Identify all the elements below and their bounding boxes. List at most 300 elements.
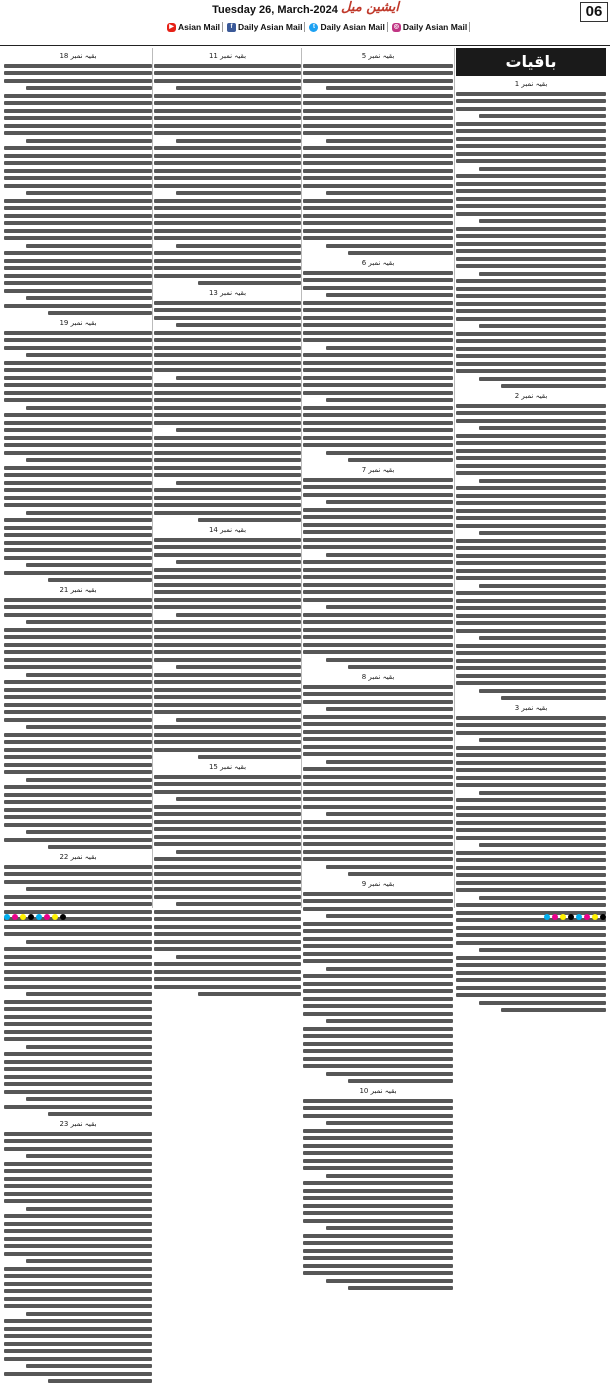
text-line [303,1004,453,1008]
text-line [154,236,301,240]
text-line [456,903,606,907]
text-line [154,790,301,794]
registration-dot [568,914,574,920]
text-line [303,1144,453,1148]
text-line [4,1334,152,1338]
text-line [348,251,453,255]
text-line [176,850,301,854]
column-4 [456,48,606,908]
text-line [303,613,453,617]
text-line [154,101,301,105]
text-line [26,191,152,195]
text-line [303,583,453,587]
text-line [154,985,301,989]
text-line [26,353,152,357]
text-line [326,191,454,195]
text-line [479,531,607,535]
text-line [326,707,454,711]
text-line [4,962,152,966]
text-line [456,761,606,765]
social-instagram[interactable] [390,22,470,32]
text-line [456,227,606,231]
text-line [456,681,606,685]
text-line [154,842,301,846]
text-line [154,553,301,557]
text-line [303,1064,453,1068]
text-line [456,242,606,246]
text-line [456,234,606,238]
text-line [4,838,152,842]
text-line [4,199,152,203]
text-line [4,977,152,981]
text-line [456,993,606,997]
text-line [4,376,152,380]
text-line [303,782,453,786]
text-line [456,294,606,298]
text-line [154,266,301,270]
text-line [4,116,152,120]
text-line [303,101,453,105]
registration-dot [576,914,582,920]
text-line [176,428,301,432]
text-line [154,857,301,861]
text-line [326,658,454,662]
text-line [303,974,453,978]
text-line [456,449,606,453]
text-line [479,584,607,588]
text-line [4,331,152,335]
text-line [303,428,453,432]
text-line [303,308,453,312]
text-line [4,368,152,372]
text-line [154,628,301,632]
text-line [456,866,606,870]
text-line [303,79,453,83]
text-line [479,791,607,795]
text-line [479,479,607,483]
text-line [326,812,454,816]
text-line [154,176,301,180]
text-line [4,1090,152,1094]
text-line [4,1282,152,1286]
text-line [456,204,606,208]
print-registration-bar [0,912,610,922]
text-line [154,154,301,158]
text-line [154,316,301,320]
text-line [4,221,152,225]
text-line [154,511,301,515]
text-line [4,1052,152,1056]
text-line [4,1237,152,1241]
text-line [154,880,301,884]
text-line [4,947,152,951]
text-line [154,590,301,594]
text-line [154,229,301,233]
text-line [303,685,453,689]
text-line [4,955,152,959]
text-line [4,206,152,210]
text-line [26,620,152,624]
text-line [303,1034,453,1038]
text-line [456,971,606,975]
text-line [48,311,152,315]
text-line [154,94,301,98]
text-line [303,842,453,846]
newspaper-logo: ایشین میل [341,0,399,15]
text-line [154,124,301,128]
text-line [326,293,454,297]
text-line [48,1112,152,1116]
text-line [456,933,606,937]
text-line [303,353,453,357]
text-line [154,748,301,752]
continuation-heading: بقیہ نمبر 10 [359,1087,397,1095]
text-line [456,99,606,103]
text-line [154,79,301,83]
continuation-heading: بقیہ نمبر 1 [514,80,548,88]
text-line [303,1106,453,1110]
text-line [4,1222,152,1226]
text-line [501,696,606,700]
text-line [303,1012,453,1016]
column-1 [4,48,152,1128]
text-line [4,688,152,692]
text-line [154,353,301,357]
text-line [456,554,606,558]
text-line [4,770,152,774]
text-line [4,1327,152,1331]
text-line [154,413,301,417]
continuation-heading: بقیہ نمبر 8 [361,673,395,681]
social-facebook[interactable] [225,22,305,32]
text-line [154,274,301,278]
text-line [303,229,453,233]
text-line [154,259,301,263]
text-line [4,1349,152,1353]
text-line [303,301,453,305]
registration-dot [592,914,598,920]
text-line [26,244,152,248]
text-line [456,174,606,178]
text-line [4,541,152,545]
text-line [456,419,606,423]
registration-dot [52,914,58,920]
text-line [479,896,607,900]
text-line [4,266,152,270]
text-line [26,1154,152,1158]
text-line [4,436,152,440]
registration-dot [560,914,566,920]
text-line [4,932,152,936]
text-line [303,331,453,335]
text-line [176,86,301,90]
text-line [4,259,152,263]
section-banner: باقیات [456,48,606,76]
text-line [456,881,606,885]
continuation-heading: بقیہ نمبر 6 [361,259,395,267]
text-line [154,206,301,210]
text-line [326,1019,454,1023]
text-line [303,907,453,911]
text-line [303,937,453,941]
text-line [4,1297,152,1301]
text-line [4,548,152,552]
text-line [303,752,453,756]
text-line [456,629,606,633]
text-line [154,443,301,447]
text-line [456,339,606,343]
text-line [154,812,301,816]
text-line [456,471,606,475]
text-line [456,317,606,321]
text-line [4,451,152,455]
text-line [154,805,301,809]
text-line [4,383,152,387]
text-line [303,1181,453,1185]
text-line [479,689,607,693]
text-line [154,620,301,624]
text-line [456,806,606,810]
text-line [4,613,152,617]
text-line [456,858,606,862]
text-line [456,249,606,253]
text-line [326,1072,454,1076]
text-line [303,989,453,993]
text-line [4,304,152,308]
text-line [26,458,152,462]
text-line [303,745,453,749]
text-line [303,523,453,527]
text-line [303,929,453,933]
text-line [26,1259,152,1263]
text-line [303,545,453,549]
text-line [176,665,301,669]
text-line [456,768,606,772]
text-line [479,324,607,328]
text-line [303,1136,453,1140]
text-line [4,1372,152,1376]
text-line [154,131,301,135]
text-line [154,827,301,831]
text-line [326,500,454,504]
text-line [154,488,301,492]
text-line [4,925,152,929]
text-line [456,354,606,358]
text-line [4,755,152,759]
text-line [303,1027,453,1031]
text-line [303,323,453,327]
text-line [456,279,606,283]
text-line [4,703,152,707]
text-line [303,722,453,726]
text-line [456,873,606,877]
text-line [4,281,152,285]
text-line [303,997,453,1001]
text-line [4,1000,152,1004]
text-line [4,1274,152,1278]
text-line [4,1319,152,1323]
registration-dot [20,914,26,920]
text-line [456,926,606,930]
text-line [4,184,152,188]
text-line [479,738,607,742]
text-line [4,1244,152,1248]
text-line [456,486,606,490]
text-line [154,703,301,707]
social-label: Daily Asian Mail [320,22,385,32]
text-line [456,813,606,817]
text-line [154,406,301,410]
text-line [154,962,301,966]
continuation-heading: بقیہ نمبر 15 [208,763,247,771]
text-line [154,575,301,579]
text-line [4,1267,152,1271]
text-line [26,139,152,143]
text-line [4,628,152,632]
text-line [303,64,453,68]
social-twitter[interactable] [307,22,387,32]
text-line [303,436,453,440]
text-line [154,733,301,737]
text-line [326,1226,454,1230]
text-line [154,977,301,981]
text-line [198,755,301,759]
text-line [154,64,301,68]
text-line [4,94,152,98]
text-line [154,383,301,387]
text-line [303,700,453,704]
text-line [456,783,606,787]
text-line [348,665,453,669]
text-line [303,206,453,210]
text-line [26,778,152,782]
text-line [198,518,301,522]
social-youtube[interactable] [165,22,223,32]
text-line [303,376,453,380]
text-line [479,377,607,381]
text-line [26,673,152,677]
text-line [479,219,607,223]
page-number: 06 [580,2,608,22]
text-line [176,955,301,959]
text-line [326,139,454,143]
issue-date: Tuesday 26, March-2024 [212,4,338,16]
text-line [154,605,301,609]
text-line [26,1312,152,1316]
text-line [456,332,606,336]
text-line [303,413,453,417]
text-line [4,1060,152,1064]
youtube-icon: ▶ [167,23,176,32]
text-line [4,1214,152,1218]
text-line [154,331,301,335]
text-line [4,481,152,485]
text-line [348,458,453,462]
text-line [4,1199,152,1203]
text-line [26,1045,152,1049]
text-line [154,251,301,255]
text-line [456,441,606,445]
text-line [303,154,453,158]
text-line [4,1342,152,1346]
text-line [154,436,301,440]
text-line [4,785,152,789]
continuation-heading: بقیہ نمبر 14 [208,526,247,534]
text-line [479,272,607,276]
text-line [198,992,301,996]
text-line [176,376,301,380]
text-line [456,746,606,750]
text-line [303,1241,453,1245]
text-line [4,1015,152,1019]
text-line [4,556,152,560]
text-line [456,92,606,96]
text-line [303,560,453,564]
text-line [4,793,152,797]
text-line [501,1008,606,1012]
text-line [4,1177,152,1181]
text-line [456,888,606,892]
text-line [456,651,606,655]
text-line [154,169,301,173]
text-line [303,338,453,342]
text-line [303,508,453,512]
text-line [303,1234,453,1238]
text-line [26,1364,152,1368]
text-line [456,144,606,148]
text-line [303,1166,453,1170]
text-line [154,947,301,951]
social-links [165,20,470,34]
text-line [303,1151,453,1155]
text-line [303,146,453,150]
text-line [154,775,301,779]
page-header [0,0,610,46]
text-line [303,383,453,387]
text-line [4,643,152,647]
text-line [154,301,301,305]
text-line [456,956,606,960]
text-line [303,71,453,75]
text-line [326,398,454,402]
text-line [4,161,152,165]
text-line [456,494,606,498]
registration-dot [584,914,590,920]
text-line [303,922,453,926]
text-line [154,473,301,477]
text-line [4,101,152,105]
text-line [154,391,301,395]
text-line [303,478,453,482]
registration-dot [4,914,10,920]
continuation-heading: بقیہ نمبر 3 [514,704,548,712]
registration-dot [60,914,66,920]
text-line [4,176,152,180]
text-line [154,680,301,684]
text-line [303,892,453,896]
text-line [303,715,453,719]
text-line [456,369,606,373]
text-line [154,346,301,350]
text-line [303,1196,453,1200]
text-line [303,221,453,225]
text-line [4,605,152,609]
text-line [303,850,453,854]
text-line [326,451,454,455]
text-line [198,281,301,285]
text-line [326,1174,454,1178]
text-line [4,154,152,158]
